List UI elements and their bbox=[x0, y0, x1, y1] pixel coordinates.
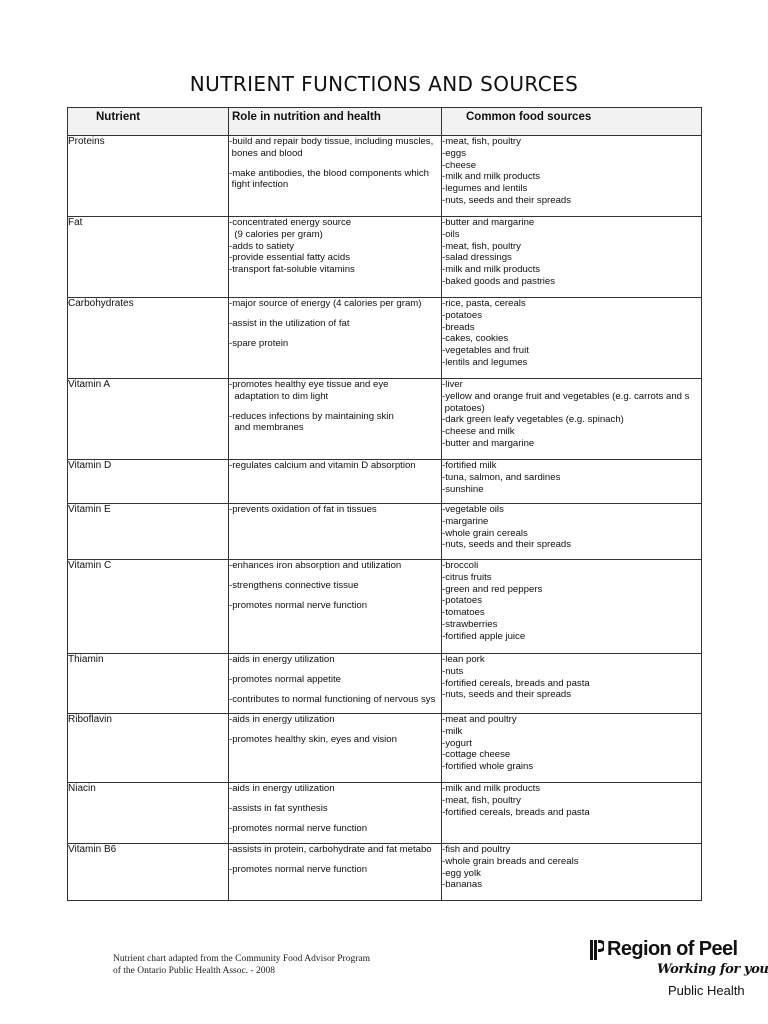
role-cell bbox=[229, 379, 442, 460]
nutrient-table bbox=[67, 107, 702, 901]
logo-name: Region of Peel bbox=[607, 938, 738, 960]
nutrient-name: Vitamin A bbox=[68, 379, 229, 460]
source-item: -fish and poultry bbox=[442, 844, 511, 855]
source-item: -citrus fruits bbox=[442, 571, 492, 583]
sources-cell bbox=[442, 379, 702, 460]
source-item: -strawberries bbox=[442, 618, 498, 630]
role-item: -assists in protein, carbohydrate and fat metabo bbox=[229, 844, 432, 855]
source-item: -legumes and lentils bbox=[442, 183, 528, 195]
role-item: -promotes normal nerve function bbox=[229, 863, 368, 875]
role-cell bbox=[229, 654, 442, 714]
sources-cell bbox=[442, 460, 702, 504]
nutrient-name: Proteins bbox=[68, 136, 229, 217]
nutrient-name: Thiamin bbox=[68, 654, 229, 714]
source-item: -oils bbox=[442, 228, 460, 240]
role-cell bbox=[229, 560, 442, 654]
role-item: -promotes healthy skin, eyes and vision bbox=[229, 733, 397, 745]
source-item: -dark green leafy vegetables (e.g. spinach) bbox=[442, 414, 624, 426]
header-nutrient: Nutrient bbox=[68, 108, 229, 136]
role-item: -promotes normal nerve function bbox=[229, 822, 368, 834]
footnote-line-2: of the Ontario Public Health Assoc. - 2008 bbox=[113, 966, 276, 976]
role-item: -assist in the utilization of fat bbox=[229, 317, 350, 329]
source-item: -cottage cheese bbox=[442, 749, 511, 761]
nutrient-name: Vitamin D bbox=[68, 460, 229, 504]
source-item: -eggs bbox=[442, 147, 466, 159]
table-row bbox=[68, 217, 702, 298]
role-cell bbox=[229, 217, 442, 298]
role-item: -reduces infections by maintaining skin and membranes bbox=[229, 410, 394, 434]
source-item: -margarine bbox=[442, 515, 489, 527]
source-item: -milk and milk products bbox=[442, 171, 541, 183]
sources-cell bbox=[442, 504, 702, 560]
source-item: -potatoes bbox=[442, 595, 483, 607]
table-body bbox=[68, 136, 702, 901]
nutrient-name: Fat bbox=[68, 217, 229, 298]
source-item: -yellow and orange fruit and vegetables (e.g. carrots and s bbox=[442, 390, 690, 402]
logo-department: Public Health bbox=[668, 983, 745, 998]
role-cell bbox=[229, 460, 442, 504]
role-cell bbox=[229, 298, 442, 379]
source-item: -vegetable oils bbox=[442, 504, 504, 515]
page-title: NUTRIENT FUNCTIONS AND SOURCES bbox=[189, 72, 579, 96]
source-item: -fortified whole grains bbox=[442, 761, 534, 773]
source-item: -milk and milk products bbox=[442, 264, 541, 276]
source-item: -bananas bbox=[442, 879, 483, 891]
source-item: -whole grain cereals bbox=[442, 527, 528, 539]
source-item: -fortified cereals, breads and pasta bbox=[442, 677, 590, 689]
source-item: -egg yolk bbox=[442, 867, 481, 879]
source-item: -fortified apple juice bbox=[442, 630, 526, 642]
table-row bbox=[68, 714, 702, 783]
role-item: -aids in energy utilization bbox=[229, 714, 335, 725]
source-item: -milk bbox=[442, 725, 463, 737]
source-item: -salad dressings bbox=[442, 252, 512, 264]
sources-cell bbox=[442, 844, 702, 901]
table-row bbox=[68, 783, 702, 844]
source-item: -broccoli bbox=[442, 560, 479, 571]
source-item: -baked goods and pastries bbox=[442, 275, 556, 287]
table-row bbox=[68, 504, 702, 560]
table-row bbox=[68, 460, 702, 504]
role-item: -aids in energy utilization bbox=[229, 654, 335, 665]
source-item: -cheese and milk bbox=[442, 426, 515, 438]
table-row bbox=[68, 379, 702, 460]
table-row bbox=[68, 560, 702, 654]
source-item: -rice, pasta, cereals bbox=[442, 298, 526, 309]
header-sources: Common food sources bbox=[442, 108, 702, 136]
source-item: -meat and poultry bbox=[442, 714, 517, 725]
source-item: -lean pork bbox=[442, 654, 485, 665]
role-item: -spare protein bbox=[229, 337, 289, 349]
source-item: -liver bbox=[442, 379, 463, 390]
logo-tagline: Working for you bbox=[657, 962, 768, 977]
sources-cell bbox=[442, 714, 702, 783]
source-item: -cheese bbox=[442, 159, 477, 171]
source-item: -butter and margarine bbox=[442, 437, 535, 449]
role-cell bbox=[229, 844, 442, 901]
nutrient-name: Carbohydrates bbox=[68, 298, 229, 379]
role-item: -promotes normal appetite bbox=[229, 673, 341, 685]
sources-cell bbox=[442, 217, 702, 298]
source-item: -nuts bbox=[442, 665, 464, 677]
sources-cell bbox=[442, 783, 702, 844]
role-cell bbox=[229, 504, 442, 560]
role-item: -major source of energy (4 calories per gram) bbox=[229, 298, 422, 309]
role-item: -concentrated energy source (9 calories per gram) -adds to satiety -provide essential fatty acids -transport fat-soluble vitamins bbox=[229, 217, 355, 276]
role-item: -aids in energy utilization bbox=[229, 783, 335, 794]
nutrient-name: Vitamin C bbox=[68, 560, 229, 654]
source-item: -nuts, seeds and their spreads bbox=[442, 539, 572, 551]
source-item: -nuts, seeds and their spreads bbox=[442, 689, 572, 701]
source-item: -meat, fish, poultry bbox=[442, 240, 521, 252]
role-item: -promotes normal nerve function bbox=[229, 599, 368, 611]
sources-cell bbox=[442, 560, 702, 654]
source-item: -nuts, seeds and their spreads bbox=[442, 194, 572, 206]
role-item: -regulates calcium and vitamin D absorption bbox=[229, 460, 416, 471]
role-cell bbox=[229, 783, 442, 844]
source-item: -whole grain breads and cereals bbox=[442, 855, 579, 867]
table-row bbox=[68, 654, 702, 714]
table-row bbox=[68, 844, 702, 901]
nutrient-name: Vitamin B6 bbox=[68, 844, 229, 901]
source-item: -potatoes bbox=[442, 309, 483, 321]
source-item: -breads bbox=[442, 321, 475, 333]
header-role: Role in nutrition and health bbox=[229, 108, 442, 136]
source-item: -vegetables and fruit bbox=[442, 345, 529, 357]
source-item: -tomatoes bbox=[442, 607, 485, 619]
source-item: -yogurt bbox=[442, 737, 472, 749]
role-item: -make antibodies, the blood components which fight infection bbox=[229, 167, 429, 191]
role-cell bbox=[229, 714, 442, 783]
role-item: -assists in fat synthesis bbox=[229, 802, 328, 814]
role-item: -build and repair body tissue, including muscles, bones and blood bbox=[229, 136, 434, 159]
source-item: -tuna, salmon, and sardines bbox=[442, 471, 561, 483]
source-item: -sunshine bbox=[442, 483, 484, 495]
role-item: -promotes healthy eye tissue and eye adaptation to dim light bbox=[229, 379, 389, 402]
source-item: -cakes, cookies bbox=[442, 333, 509, 345]
nutrient-name: Vitamin E bbox=[68, 504, 229, 560]
source-item: potatoes) bbox=[442, 402, 485, 414]
peel-logo-icon bbox=[590, 940, 604, 960]
sources-cell bbox=[442, 654, 702, 714]
footnote bbox=[113, 953, 370, 977]
table-header-row bbox=[68, 108, 702, 136]
table-row bbox=[68, 136, 702, 217]
source-item: -green and red peppers bbox=[442, 583, 543, 595]
role-item: -contributes to normal functioning of nervous sys bbox=[229, 693, 436, 705]
role-cell bbox=[229, 136, 442, 217]
source-item: -fortified milk bbox=[442, 460, 497, 471]
source-item: -lentils and legumes bbox=[442, 356, 528, 368]
footnote-line-1: Nutrient chart adapted from the Community Food Advisor Program bbox=[113, 954, 370, 964]
source-item: -meat, fish, poultry bbox=[442, 794, 521, 806]
source-item: -fortified cereals, breads and pasta bbox=[442, 806, 590, 818]
source-item: -milk and milk products bbox=[442, 783, 541, 794]
region-of-peel-logo bbox=[590, 938, 768, 1000]
table-row bbox=[68, 298, 702, 379]
sources-cell bbox=[442, 136, 702, 217]
nutrient-name: Niacin bbox=[68, 783, 229, 844]
role-item: -strengthens connective tissue bbox=[229, 579, 359, 591]
source-item: -meat, fish, poultry bbox=[442, 136, 521, 147]
nutrient-name: Riboflavin bbox=[68, 714, 229, 783]
sources-cell bbox=[442, 298, 702, 379]
role-item: -enhances iron absorption and utilization bbox=[229, 560, 402, 571]
source-item: -butter and margarine bbox=[442, 217, 535, 228]
role-item: -prevents oxidation of fat in tissues bbox=[229, 504, 377, 515]
